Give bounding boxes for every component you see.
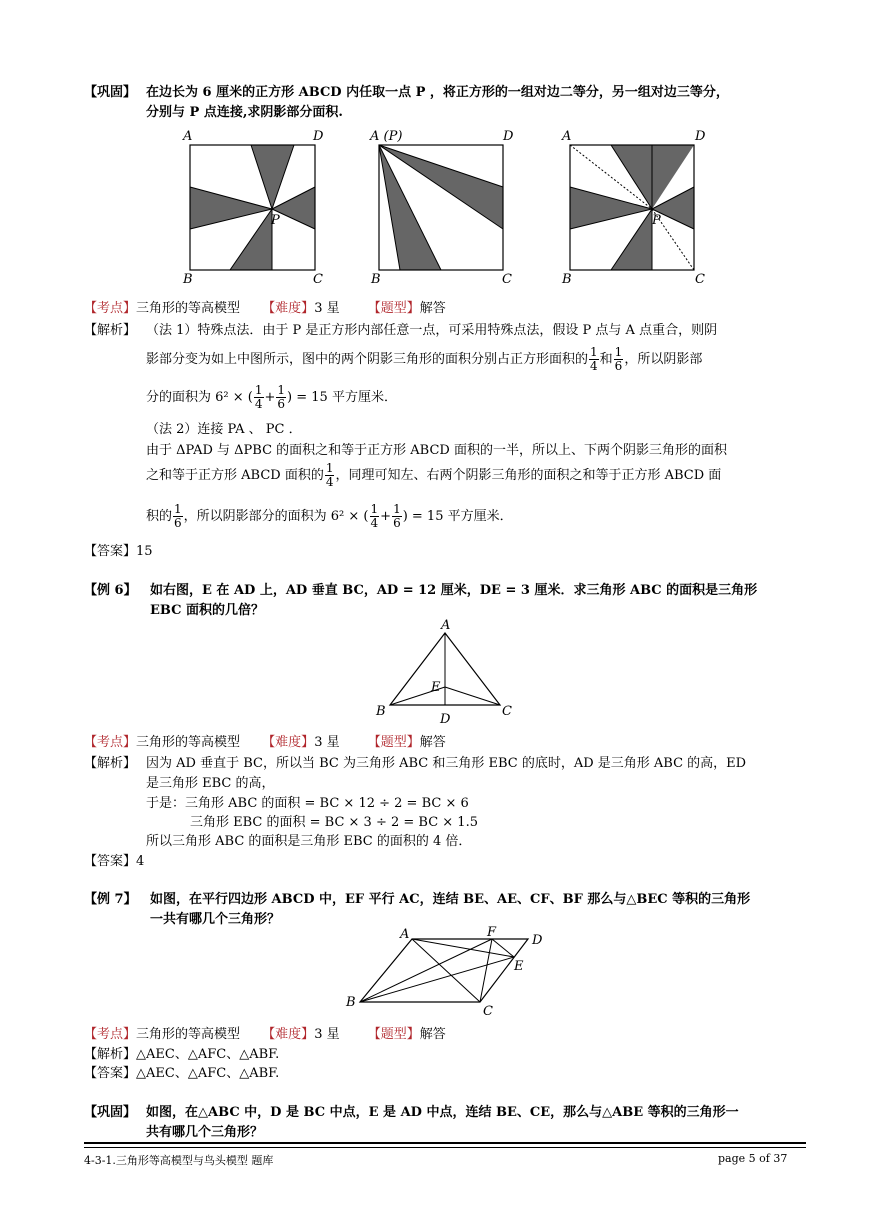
fraction-1-6: $\frac{1}{6}$ bbox=[614, 345, 623, 373]
answer-line: 【答案】4 bbox=[84, 854, 145, 869]
parallelogram-figure-ex7 bbox=[340, 924, 555, 1019]
solution-line: 之和等于正方形 ABCD 面积的 $\frac{1}{4}$ ，同理可知左、右两个阴影三角形的面积之和等于正方形 ABCD 面 bbox=[146, 461, 722, 489]
square-figure-left bbox=[182, 129, 324, 287]
footer-title: 4-3-1.三角形等高模型与鸟头模型 题库 bbox=[84, 1154, 274, 1167]
info-line: 【考点】三角形的等高模型 【难度】3 星 【题型】解答 bbox=[84, 735, 446, 750]
solution-line: 是三角形 EBC 的高， bbox=[146, 776, 275, 791]
solution-tag: 【解析】 bbox=[84, 323, 137, 338]
vertex-label: D bbox=[695, 129, 706, 144]
info-line bbox=[84, 297, 446, 316]
problem-text-line: 如右图，E 在 AD 上，AD 垂直 BC，AD = 12 厘米，DE = 3 厘米．求三角形 ABC 的面积是三角形 bbox=[150, 583, 758, 598]
problem-text-line: 分别与 P 点连接,求阴影部分面积. bbox=[146, 105, 343, 120]
vertex-label: A bbox=[400, 927, 410, 942]
footer-rule bbox=[84, 1142, 806, 1144]
solution-line: 因为 AD 垂直于 BC，所以当 BC 为三角形 ABC 和三角形 EBC 的底时，AD 是三角形 ABC 的高，ED bbox=[146, 756, 747, 771]
vertex-label: D bbox=[440, 712, 451, 727]
vertex-label: A bbox=[183, 129, 193, 144]
kaodian-tag: 【考点】 bbox=[84, 301, 137, 316]
solution-line: 三角形 EBC 的面积 = BC × 3 ÷ 2 = BC × 1.5 bbox=[190, 815, 478, 830]
solution-tag: 【解析】 bbox=[84, 756, 137, 771]
square-figure-middle bbox=[369, 129, 514, 287]
vertex-label: B bbox=[376, 704, 386, 719]
vertex-label: B bbox=[562, 272, 572, 287]
problem-tag: 【巩固】 bbox=[84, 85, 137, 100]
solution-line: （法 2）连接 PA 、 PC ． bbox=[146, 422, 302, 437]
vertex-label: D bbox=[313, 129, 324, 144]
difficulty-tag: 【难度】 bbox=[262, 301, 315, 316]
solution-line: 于是：三角形 ABC 的面积 = BC × 12 ÷ 2 = BC × 6 bbox=[146, 796, 469, 811]
vertex-label: A (P) bbox=[370, 129, 403, 144]
info-line: 【考点】三角形的等高模型 【难度】3 星 【题型】解答 bbox=[84, 1027, 446, 1042]
type-value: 解答 bbox=[419, 301, 446, 316]
solution-line: 【解析】△AEC、△AFC、△ABF. bbox=[84, 1047, 280, 1062]
example-tag: 【例 7】 bbox=[84, 892, 137, 907]
vertex-label: E bbox=[431, 680, 441, 695]
footer-rule bbox=[84, 1147, 806, 1148]
vertex-label: A bbox=[441, 618, 451, 633]
vertex-label: C bbox=[313, 272, 323, 287]
difficulty-value: 3 星 bbox=[314, 301, 340, 316]
solution-line: 所以三角形 ABC 的面积是三角形 EBC 的面积的 4 倍． bbox=[146, 834, 472, 849]
square-figure-right bbox=[561, 129, 706, 287]
solution-line: 影部分变为如上中图所示，图中的两个阴影三角形的面积分别占正方形面积的 $\frac{1}{4}$ 和 $\frac{1}{6}$ ，所以阴影部 bbox=[146, 345, 703, 373]
problem-text-line: 如图，在平行四边形 ABCD 中，EF 平行 AC，连结 BE、AE、CF、BF 那么与△BEC 等积的三角形 bbox=[150, 892, 751, 907]
fraction-1-4: $\frac{1}{4}$ bbox=[590, 345, 598, 373]
vertex-label: E bbox=[514, 959, 524, 974]
solution-line: 分的面积为 6² × ( $\frac{1}{4}$ + $\frac{1}{6}$ ) = 15 平方厘米． bbox=[146, 383, 397, 411]
vertex-label: P bbox=[652, 213, 661, 228]
vertex-label: C bbox=[483, 1004, 493, 1019]
vertex-label: D bbox=[503, 129, 514, 144]
vertex-label: P bbox=[271, 213, 280, 228]
page-number: page 5 of 37 bbox=[718, 1152, 788, 1165]
problem-text-line: 如图，在△ABC 中，D 是 BC 中点，E 是 AD 中点，连结 BE、CE，那么与△ABE 等积的三角形一 bbox=[146, 1105, 739, 1120]
problem-text-line: 在边长为 6 厘米的正方形 ABCD 内任取一点 P ，将正方形的一组对边二等分，另一组对边三等分， bbox=[146, 85, 729, 100]
vertex-label: C bbox=[502, 704, 512, 719]
type-tag: 【题型】 bbox=[367, 301, 420, 316]
solution-line: 由于 ΔPAD 与 ΔPBC 的面积之和等于正方形 ABCD 面积的一半，所以上、下两个阴影三角形的面积 bbox=[146, 443, 727, 458]
square-figures bbox=[170, 125, 730, 290]
problem-text-line: 共有哪几个三角形？ bbox=[146, 1125, 264, 1140]
vertex-label: C bbox=[502, 272, 512, 287]
vertex-label: B bbox=[346, 995, 356, 1010]
triangle-figure-ex6 bbox=[370, 615, 520, 730]
vertex-label: A bbox=[562, 129, 572, 144]
vertex-label: F bbox=[487, 925, 497, 940]
solution-line: 积的 $\frac{1}{6}$ ，所以阴影部分的面积为 6² × ( $\frac{1}{4}$ + $\frac{1}{6}$ ) = 15 平方厘米． bbox=[146, 502, 513, 530]
vertex-label: B bbox=[371, 272, 381, 287]
problem-text-line: EBC 面积的几倍？ bbox=[150, 603, 265, 618]
vertex-label: C bbox=[695, 272, 705, 287]
kaodian-value: 三角形的等高模型 bbox=[136, 301, 241, 316]
problem-tag: 【巩固】 bbox=[84, 1105, 137, 1120]
vertex-label: D bbox=[532, 933, 543, 948]
vertex-label: B bbox=[183, 272, 193, 287]
answer-line: 【答案】△AEC、△AFC、△ABF. bbox=[84, 1066, 280, 1081]
example-tag: 【例 6】 bbox=[84, 583, 137, 598]
answer-line: 【答案】15 bbox=[84, 544, 153, 559]
solution-line: （法 1）特殊点法．由于 P 是正方形内部任意一点，可采用特殊点法，假设 P 点与 A 点重合，则阴 bbox=[146, 323, 718, 338]
problem-text-line: 一共有哪几个三角形？ bbox=[150, 912, 281, 927]
